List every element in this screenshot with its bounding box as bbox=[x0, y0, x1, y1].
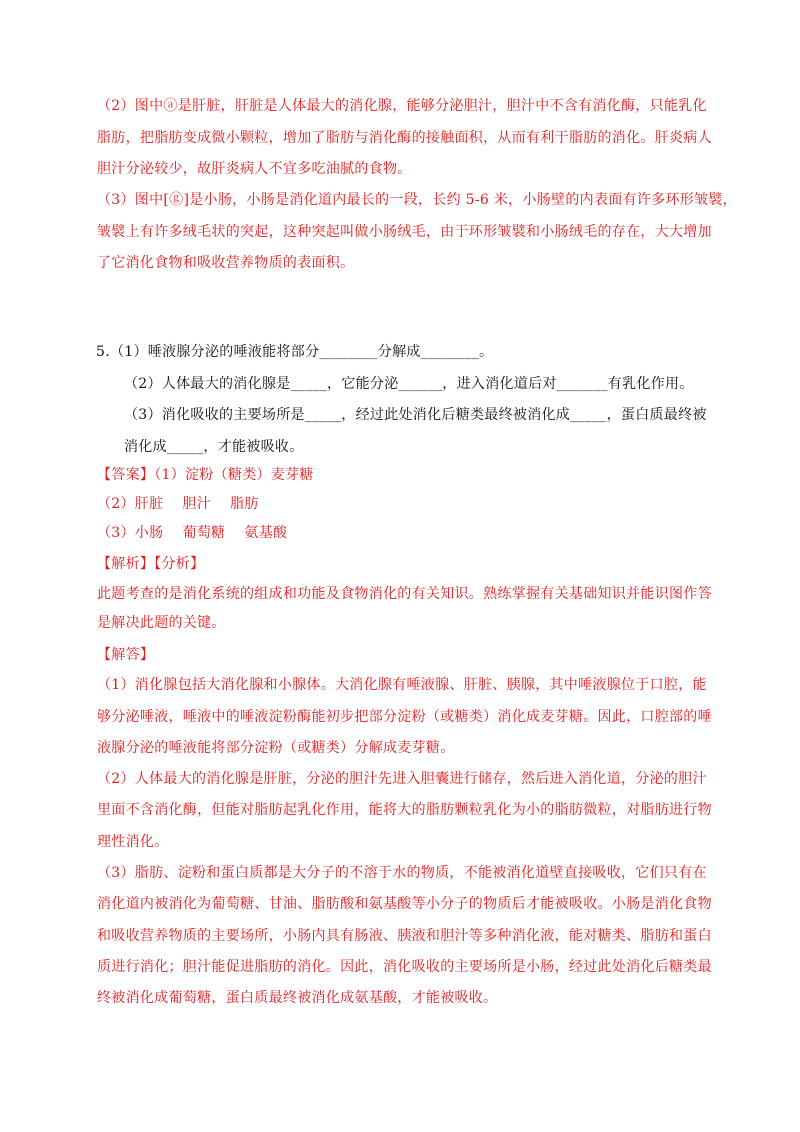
solution-3-line4: 质进行消化；胆汁能促进脂肪的消化。因此，消化吸收的主要场所是小肠，经过此处消化后糖类最 bbox=[97, 959, 712, 975]
prev-answer-p2-line3: 胆汁分泌较少，故肝炎病人不宜多吃油腻的食物。 bbox=[97, 161, 412, 177]
solution-3-line2: 消化道内被消化为葡萄糖、甘油、脂肪酸和氨基酸等小分子的物质后才能被吸收。小肠是消化食物 bbox=[97, 896, 712, 912]
solution-3-line1: （3）脂肪、淀粉和蛋白质都是大分子的不溶于水的物质，不能被消化道壁直接吸收，它们只有在 bbox=[97, 865, 707, 881]
solution-2-line3: 理性消化。 bbox=[97, 834, 169, 850]
question-5-part2: （2）人体最大的消化腺是_____，它能分泌______，进入消化道后对_______有乳化作用。 bbox=[124, 376, 694, 392]
solution-1-line1: （1）消化腺包括大消化腺和小腺体。大消化腺有唾液腺、肝脏、胰腺，其中唾液腺位于口腔，能 bbox=[97, 677, 707, 693]
question-5-part3-line2: 消化成_____，才能被吸收。 bbox=[124, 439, 304, 455]
solution-2-line1: （2）人体最大的消化腺是肝脏，分泌的胆汁先进入胆囊进行储存，然后进入消化道，分泌的胆汁 bbox=[97, 771, 707, 787]
analysis-line2: 是解决此题的关键。 bbox=[97, 615, 226, 631]
prev-answer-p3-line1: （3）图中[ⓖ]是小肠，小肠是消化道内最长的一段，长约 5-6 米，小肠壁的内表面有许多环形皱襞， bbox=[97, 192, 737, 208]
answer-part3: （3）小肠 葡萄糖 氨基酸 bbox=[97, 525, 288, 541]
solution-3-line5: 终被消化成葡萄糖，蛋白质最终被消化成氨基酸，才能被吸收。 bbox=[97, 990, 498, 1006]
solution-1-line3: 液腺分泌的唾液能将部分淀粉（或糖类）分解成麦芽糖。 bbox=[97, 740, 455, 756]
prev-answer-p3-line3: 了它消化食物和吸收营养物质的表面积。 bbox=[97, 255, 355, 271]
question-5-part1: 5.（1）唾液腺分泌的唾液能将部分________分解成________。 bbox=[96, 344, 494, 360]
solution-3-line3: 和吸收营养物质的主要场所，小肠内具有肠液、胰液和胆汁等多种消化液，能对糖类、脂肪和蛋白 bbox=[97, 928, 712, 944]
answer-label: 【答案】 bbox=[97, 467, 155, 483]
analysis-line1: 此题考查的是消化系统的组成和功能及食物消化的有关知识。熟练掌握有关基础知识并能识图作答 bbox=[97, 586, 712, 602]
answer-part1: （1）淀粉（糖类）麦芽糖 bbox=[154, 467, 314, 483]
solution-2-line2: 里面不含消化酶，但能对脂肪起乳化作用，能将大的脂肪颗粒乳化为小的脂肪微粒，对脂肪进行物 bbox=[97, 802, 712, 818]
solution-label: 【解答】 bbox=[97, 647, 155, 663]
answer-section bbox=[97, 465, 314, 485]
answer-part2: （2）肝脏 胆汁 脂肪 bbox=[97, 496, 259, 512]
prev-answer-p2-line1: （2）图中ⓐ是肝脏，肝脏是人体最大的消化腺，能够分泌胆汁，胆汁中不含有消化酶，只能乳化 bbox=[97, 98, 707, 114]
prev-answer-p2-line2: 脂肪，把脂肪变成微小颗粒，增加了脂肪与消化酶的接触面积，从而有利于脂肪的消化。肝炎病人 bbox=[97, 130, 712, 146]
prev-answer-p3-line2: 皱襞上有许多绒毛状的突起，这种突起叫做小肠绒毛，由于环形皱襞和小肠绒毛的存在，大大增加 bbox=[97, 224, 712, 240]
analysis-label: 【解析】【分析】 bbox=[97, 556, 205, 572]
question-5-part3-line1: （3）消化吸收的主要场所是_____，经过此处消化后糖类最终被消化成_____，蛋白质最终被 bbox=[124, 407, 707, 423]
solution-1-line2: 够分泌唾液，唾液中的唾液淀粉酶能初步把部分淀粉（或糖类）消化成麦芽糖。因此，口腔部的唾 bbox=[97, 709, 712, 725]
